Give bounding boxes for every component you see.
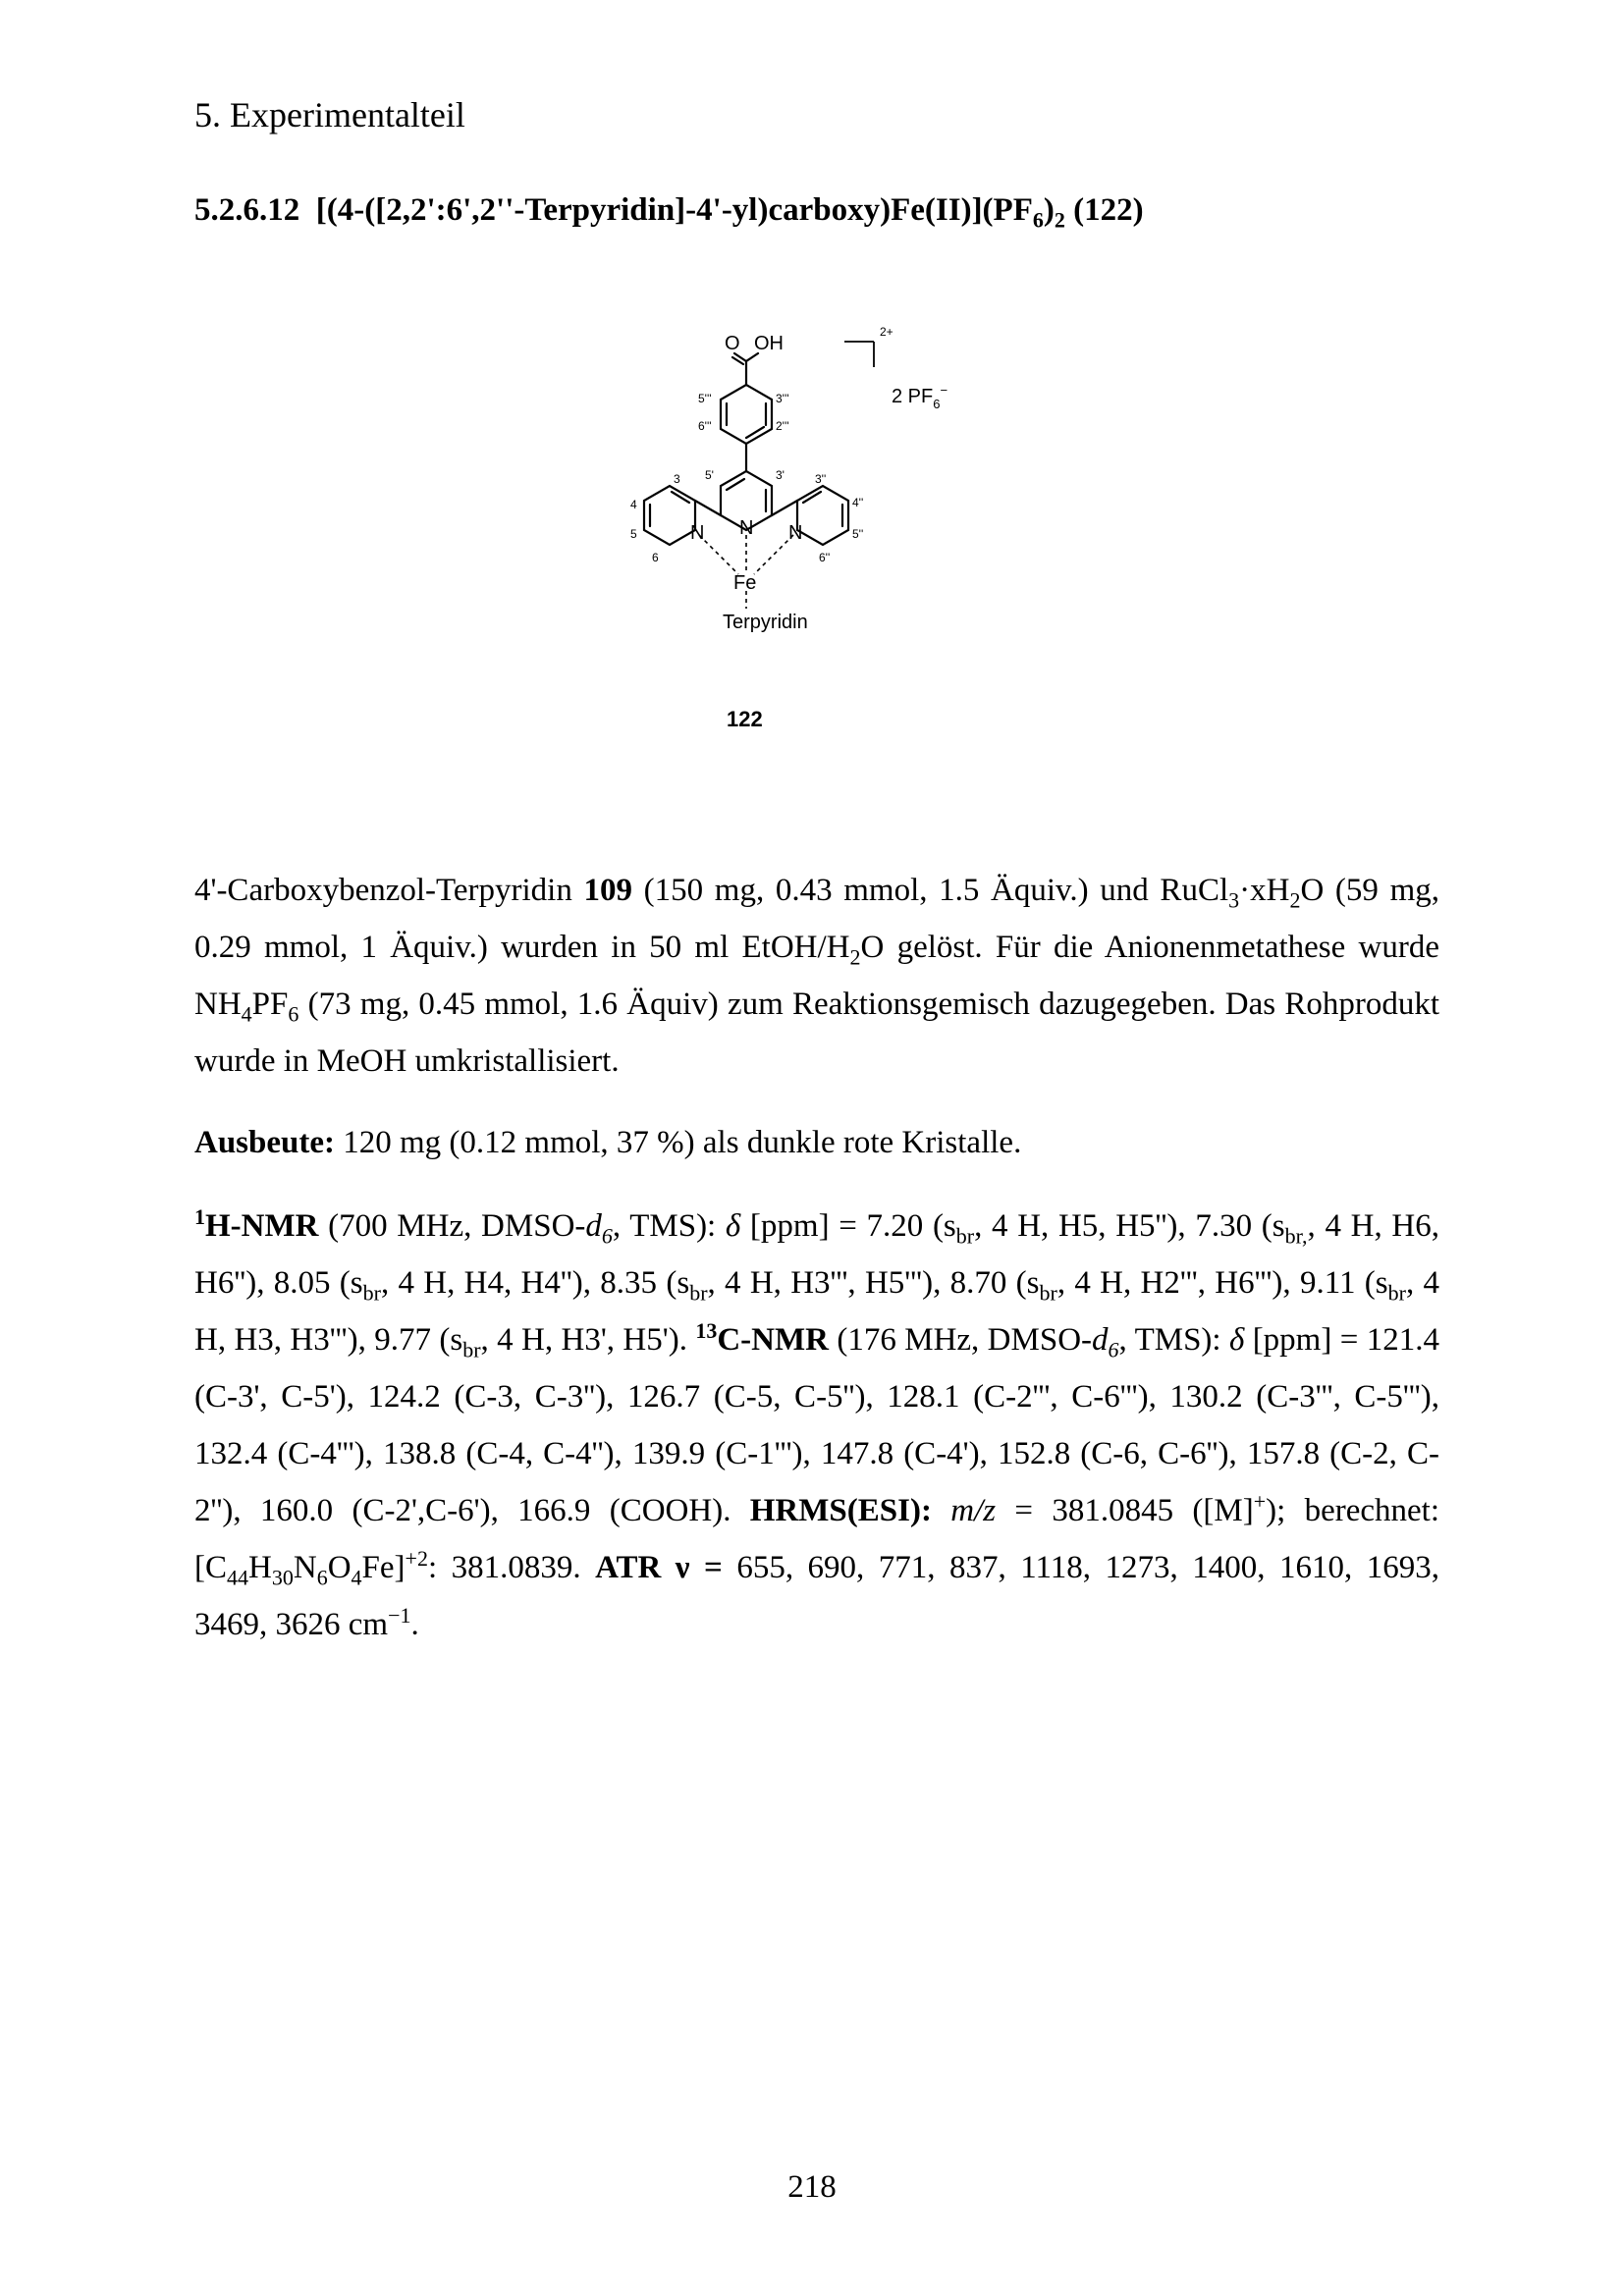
svg-text:4: 4 bbox=[630, 498, 637, 511]
yield-label: Ausbeute: bbox=[194, 1125, 336, 1160]
svg-text:5''': 5''' bbox=[698, 392, 712, 405]
atr-label: ATR ν = bbox=[595, 1550, 723, 1585]
running-header: 5. Experimentalteil bbox=[194, 95, 465, 134]
atom-o: O bbox=[725, 333, 740, 354]
counterion: 2 $PF_6^-$ bbox=[892, 383, 948, 411]
svg-text:3: 3 bbox=[674, 472, 680, 486]
atom-n-center: N bbox=[739, 517, 754, 539]
section-title: 5.2.6.12 $[(4-([2,2':6',2''-Terpyridin]-4'-yl)carboxy)Fe(II)](PF_6)_2$ (122) bbox=[194, 192, 1144, 233]
page-number: 218 bbox=[787, 2169, 837, 2205]
svg-text:5': 5' bbox=[705, 468, 714, 482]
svg-text:3': 3' bbox=[776, 468, 785, 482]
analytics-paragraph: $^1$H-NMR (700 MHz, DMSO-$d_6$, TMS): δ [ppm] = 7.20 ($s_{br}$, 4 H, H5, H5''), 7.30 ($s_{br,}$, 4 H, H6, H6''), 8.05 ($s_{br}$, 4 H, H4, H4''), 8.35 ($s_{br}$, 4 H, H3''', H5'''), 8.70 ($s_{br}$, 4 H, H2''', H6'''), 9.11 ($s_{br}$, 4 H, H3, H3'''), 9.77 ($s_{br}$, 4 H, H3', H5'). $^{13}$C-NMR (176 MHz, DMSO-$d_6$, TMS): δ [ppm] = 121.4 (C-3', C-5'), 124.2 (C-3, C-3''), 126.7 (C-5, C-5''), 128.1 (C-2''', C-6'''), 130.2 (C-3''', C-5'''), 132.4 (C-4'''), 138.8 (C-4, C-4''), 139.9 (C-1'''), 147.8 (C-4'), 152.8 (C-6, C-6''), 157.8 (C-2, C-2''), 160.0 (C-2',C-6'), 166.9 (COOH). HRMS(ESI): m/z = 381.0845 ([M]+); berechnet: $[C_{44}H_{30}N_6O_4Fe]^{+2}$: 381.0839. ATR ν = 655, 690, 771, 837, 1118, 1273, 1400, 1610, 1693, 3469, 3626 $cm^{-1}$. bbox=[194, 1204, 1440, 1642]
compound-ref: (122) bbox=[1064, 192, 1144, 228]
svg-text:3'': 3'' bbox=[815, 472, 827, 486]
svg-text:6: 6 bbox=[652, 551, 659, 564]
svg-text:3''': 3''' bbox=[776, 392, 789, 405]
structure-labels bbox=[630, 325, 947, 633]
synthesis-paragraph: 4'-Carboxybenzol-Terpyridin 109 (150 mg, 0.43 mmol, 1.5 Äquiv.) und $RuCl_3\cdot xH_2O$ (59 mg, 0.29 mmol, 1 Äquiv.) wurden in 50 ml EtOH/$H_2O$ gelöst. Für die Anionenmetathese wurde $NH_4PF_6$ (73 mg, 0.45 mmol, 1.6 Äquiv) zum Reaktionsgemisch dazugegeben. Das Rohprodukt wurde in MeOH umkristallisiert. bbox=[194, 873, 1439, 1079]
svg-text:5'': 5'' bbox=[852, 527, 864, 541]
svg-text:5: 5 bbox=[630, 527, 637, 541]
section-number: 5.2.6.12 bbox=[194, 192, 300, 228]
atom-n-left: N bbox=[690, 522, 705, 544]
c-nmr-label: C-NMR bbox=[717, 1322, 829, 1358]
charge-bracket bbox=[844, 342, 874, 367]
atom-fe: Fe bbox=[733, 572, 757, 594]
svg-text:6'': 6'' bbox=[819, 551, 831, 564]
svg-text:4'': 4'' bbox=[852, 496, 864, 509]
bond-lines bbox=[644, 353, 848, 545]
compound-number: 122 bbox=[727, 707, 763, 731]
yield-paragraph: Ausbeute: 120 mg (0.12 mmol, 37 %) als dunkle rote Kristalle. bbox=[194, 1125, 1022, 1160]
ligand-label: Terpyridin bbox=[723, 612, 808, 633]
h-nmr-label: H-NMR bbox=[205, 1208, 319, 1244]
hrms-label: HRMS(ESI): bbox=[749, 1493, 932, 1528]
svg-text:6''': 6''' bbox=[698, 419, 712, 433]
structure-drawing bbox=[550, 324, 1060, 736]
atom-oh: OH bbox=[754, 333, 784, 354]
compound-name: [(4-([2,2':6',2''-Terpyridin]-4'-yl)carboxy)Fe(II)](PF bbox=[315, 192, 1033, 228]
atom-n-right: N bbox=[788, 522, 803, 544]
chemical-structure-figure bbox=[550, 324, 1060, 736]
svg-text:2''': 2''' bbox=[776, 419, 789, 433]
complex-charge: 2+ bbox=[880, 325, 893, 339]
